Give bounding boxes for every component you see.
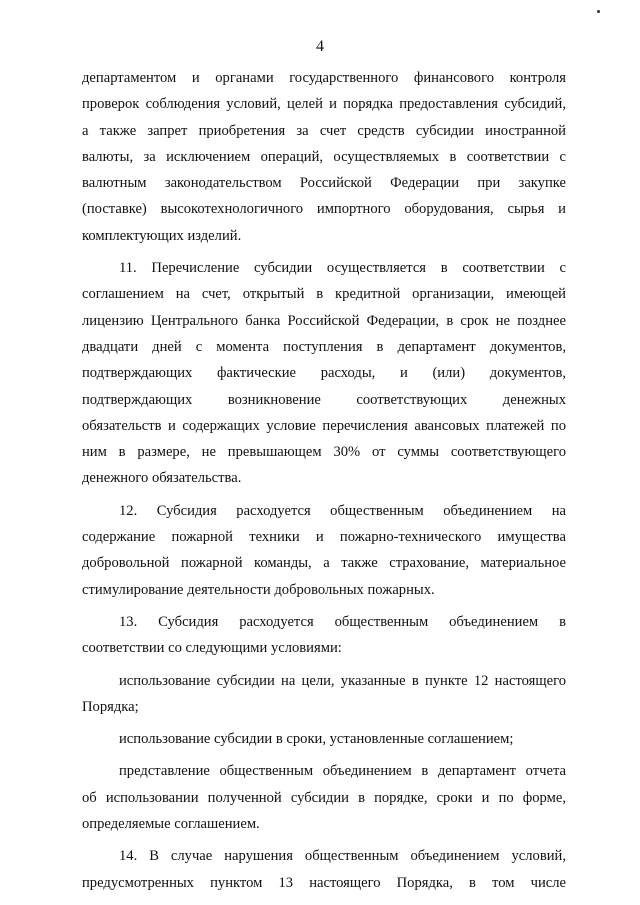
text-line: стимулирование деятельности добровольных пожарных. [82, 581, 435, 598]
text-line: а также запрет приобретения за счет средств субсидии иностранной [82, 122, 566, 139]
text-line: определяемые соглашением. [82, 816, 260, 833]
text-line: добровольной пожарной команды, а также страхование, материальное [82, 555, 566, 572]
page-number: 4 [316, 38, 324, 55]
text-line: департаментом и органами государственного финансового контроля [82, 70, 566, 86]
text-line: комплектующих изделий. [82, 227, 242, 244]
paragraph-12-start: 12. Субсидия расходуется общественным объединением на [119, 502, 566, 519]
condition-item: использование субсидии в сроки, установленные соглашением; [119, 731, 514, 748]
text-line: проверок соблюдения условий, целей и порядка предоставления субсидий, [82, 96, 566, 113]
text-line: подтверждающих фактические расходы, и (или) документов, [82, 365, 566, 382]
text-line: предусмотренных пунктом 13 настоящего Порядка, в том числе [82, 874, 566, 891]
condition-item: использование субсидии на цели, указанные в пункте 12 настоящего [119, 672, 566, 689]
text-line: об использовании полученной субсидии в порядке, сроки и по форме, [82, 789, 566, 806]
text-line: содержание пожарной техники и пожарно-технического имущества [82, 529, 566, 546]
document-body [82, 65, 566, 896]
text-line: двадцати дней с момента поступления в департамент документов, [82, 338, 566, 355]
text-line: (поставке) высокотехнологичного импортного оборудования, сырья и [82, 201, 566, 218]
paragraph-11-start: 11. Перечисление субсидии осуществляется в соответствии с [119, 260, 566, 277]
text-line: Порядка; [82, 698, 139, 715]
text-line: валютным законодательством Российской Федерации при закупке [82, 175, 566, 192]
text-line: обязательств и содержащих условие перечисления авансовых платежей по [82, 417, 566, 434]
scan-mark [597, 10, 600, 13]
paragraph-13-start: 13. Субсидия расходуется общественным объединением в [119, 613, 566, 630]
text-line: денежного обязательства. [82, 470, 242, 487]
text-line: соответствии со следующими условиями: [82, 640, 342, 657]
paragraph-14-start: 14. В случае нарушения общественным объединением условий, [119, 848, 566, 865]
condition-item: представление общественным объединением в департамент отчета [119, 763, 566, 780]
text-line: лицензию Центрального банка Российской Федерации, в срок не позднее [82, 312, 566, 329]
text-line: подтверждающих возникновение соответствующих денежных [82, 391, 566, 408]
text-line: валюты, за исключением операций, осуществляемых в соответствии с [82, 148, 566, 165]
text-line: соглашением на счет, открытый в кредитной организации, имеющей [82, 286, 566, 303]
text-line: ним в размере, не превышающем 30% от суммы соответствующего [82, 444, 566, 461]
